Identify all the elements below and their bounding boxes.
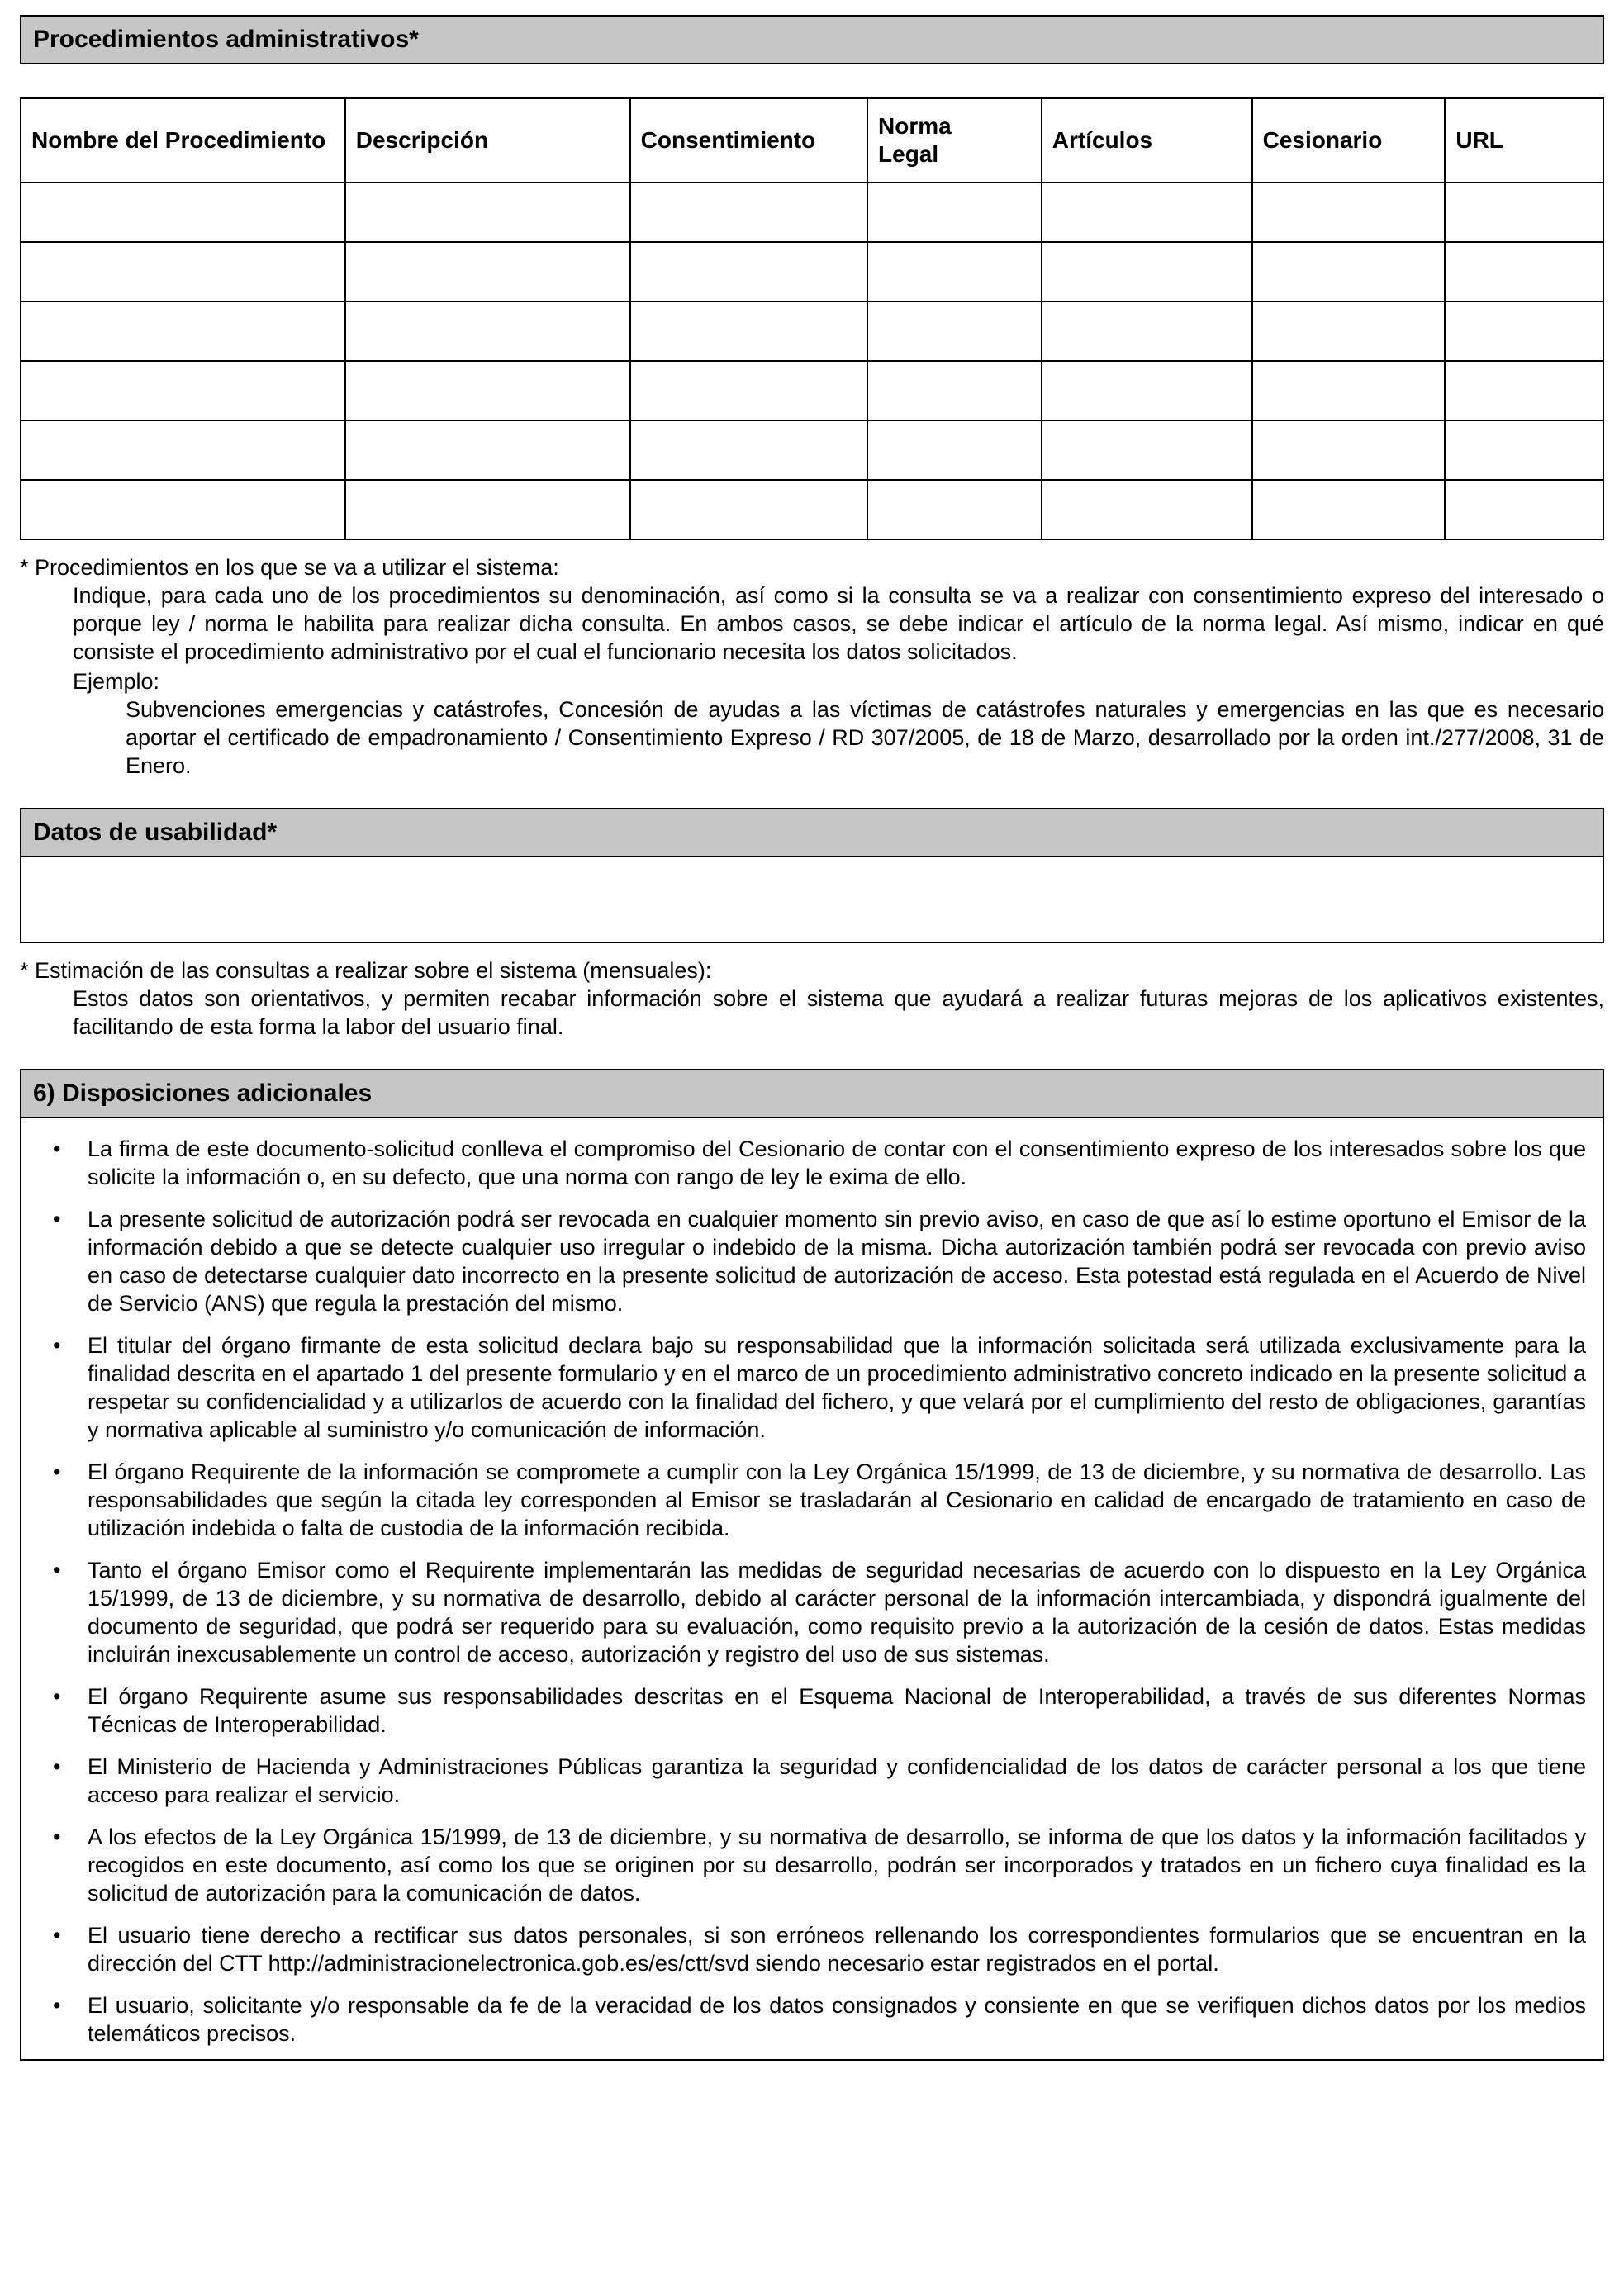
table-column-header — [630, 98, 867, 183]
table-cell-empty — [630, 301, 867, 361]
table-row — [21, 301, 1603, 361]
table-column-header-label: Artículos — [1052, 127, 1153, 153]
bullet-text: El Ministerio de Hacienda y Administraciones Públicas garantiza la seguridad y confidencialidad de los datos de carácter personal a los que tiene acceso para realizar el servicio. — [88, 1754, 1586, 1807]
bullet-icon: • — [53, 1137, 61, 1161]
list-item — [21, 1991, 1586, 2048]
table-column-header — [1042, 98, 1252, 183]
table-cell-empty — [21, 361, 345, 420]
table-cell-empty — [1042, 361, 1252, 420]
bullet-icon: • — [53, 1993, 61, 2018]
bullet-text: La firma de este documento-solicitud conlleva el compromiso del Cesionario de contar con el consentimiento expreso de los interesados sobre los que solicite la información o, en su defecto, que una norma con rango de ley le exima de ello. — [88, 1137, 1586, 1189]
table-cell-empty — [21, 183, 345, 242]
table-row — [21, 361, 1603, 420]
table-column-header-label: Nombre del Procedimiento — [31, 127, 326, 153]
table-column-header — [345, 98, 630, 183]
usabilidad-footnote — [20, 956, 1604, 1041]
table-cell-empty — [867, 183, 1042, 242]
table-cell-empty — [345, 480, 630, 539]
table-column-header-label: Consentimiento — [640, 127, 816, 153]
list-item — [21, 1135, 1586, 1191]
table-cell-empty — [1445, 420, 1603, 480]
table-cell-empty — [1445, 301, 1603, 361]
table-column-header — [1445, 98, 1603, 183]
usabilidad-input-area — [20, 857, 1604, 943]
table-column-header-label: Norma Legal — [878, 113, 952, 167]
table-column-header-label: Descripción — [355, 127, 489, 153]
table-column-header — [1252, 98, 1446, 183]
section-title-procedimientos: Procedimientos administrativos* — [33, 26, 419, 53]
bullet-icon: • — [53, 1333, 61, 1358]
table-cell-empty — [345, 361, 630, 420]
disposiciones-content — [20, 1118, 1604, 2061]
footnote-title: * Procedimientos en los que se va a utilizar el sistema: — [20, 555, 559, 580]
bullet-text: El titular del órgano firmante de esta solicitud declara bajo su responsabilidad que la información solicitada será utilizada exclusivamente para la finalidad descrita en el apartado 1 del presente formulario y en el marco de un procedimiento administrativo concreto indicado en la presente solicitud a respetar su confidencialidad y a utilizarlos de acuerdo con la finalidad del fichero, y que velará por el cumplimiento del resto de obligaciones, garantías y normativa aplicable al suministro y/o comunicación de información. — [88, 1333, 1586, 1442]
table-cell-empty — [1252, 301, 1446, 361]
bullet-text: Tanto el órgano Emisor como el Requirente implementarán las medidas de seguridad necesarias de acuerdo con lo dispuesto en la Ley Orgánica 15/1999, de 13 de diciembre, y su normativa de desarrollo, debido al carácter personal de la información intercambiada, y dispondrá igualmente del documento de seguridad, que podrá ser requerido para su evaluación, como requisito previo a la autorización de la cesión de datos. Estas medidas incluirán inexcusablemente un control de acceso, autorización y registro del uso de sus sistemas. — [88, 1558, 1586, 1667]
table-cell-empty — [867, 242, 1042, 301]
section-header-disposiciones — [20, 1069, 1604, 1118]
list-item — [21, 1823, 1586, 1907]
disposiciones-list — [21, 1135, 1586, 2048]
table-row — [21, 183, 1603, 242]
table-cell-empty — [1252, 480, 1446, 539]
table-cell-empty — [630, 242, 867, 301]
bullet-text: El órgano Requirente asume sus responsabilidades descritas en el Esquema Nacional de Interoperabilidad, a través de sus diferentes Normas Técnicas de Interoperabilidad. — [88, 1684, 1586, 1737]
table-cell-empty — [1042, 242, 1252, 301]
example-body: Subvenciones emergencias y catástrofes, Concesión de ayudas a las víctimas de catástrofes naturales y emergencias en las que es necesario aportar el certificado de empadronamiento / Consentimiento Expreso / RD 307/2005, de 18 de Marzo, desarrollado por la orden int./277/2008, 31 de Enero. — [126, 697, 1604, 778]
list-item — [21, 1458, 1586, 1542]
table-cell-empty — [1042, 480, 1252, 539]
bullet-icon: • — [53, 1558, 61, 1583]
procedimientos-footnote — [20, 553, 1604, 780]
list-item — [21, 1205, 1586, 1317]
table-cell-empty — [1252, 183, 1446, 242]
example-label: Ejemplo: — [73, 669, 160, 694]
table-cell-empty — [867, 301, 1042, 361]
procedimientos-table — [20, 97, 1604, 540]
footnote-body: Estos datos son orientativos, y permiten recabar información sobre el sistema que ayudará a realizar futuras mejoras de los aplicativos existentes, facilitando de esta forma la labor del usuario final. — [73, 986, 1604, 1039]
table-row — [21, 420, 1603, 480]
table-cell-empty — [867, 420, 1042, 480]
list-item — [21, 1682, 1586, 1739]
list-item — [21, 1921, 1586, 1977]
table-column-header-label: Cesionario — [1262, 127, 1383, 153]
table-column-header-label: URL — [1455, 127, 1503, 153]
table-cell-empty — [21, 420, 345, 480]
section-procedimientos — [20, 15, 1604, 780]
table-cell-empty — [345, 420, 630, 480]
table-cell-empty — [21, 242, 345, 301]
section-disposiciones — [20, 1069, 1604, 2061]
list-item — [21, 1331, 1586, 1444]
table-cell-empty — [1042, 183, 1252, 242]
bullet-text: El usuario, solicitante y/o responsable da fe de la veracidad de los datos consignados y consiente en que se verifiquen dichos datos por los medios telemáticos precisos. — [88, 1993, 1586, 2046]
table-cell-empty — [1445, 480, 1603, 539]
bullet-icon: • — [53, 1754, 61, 1779]
section-header-procedimientos — [20, 15, 1604, 64]
bullet-text: A los efectos de la Ley Orgánica 15/1999, de 13 de diciembre, y su normativa de desarrollo, se informa de que los datos y la información facilitados y recogidos en este documento, así como los que se originen por su desarrollo, podrán ser incorporados y tratados en un fichero cuya finalidad es la solicitud de autorización para la comunicación de datos. — [88, 1825, 1586, 1905]
table-cell-empty — [867, 480, 1042, 539]
table-cell-empty — [1252, 242, 1446, 301]
bullet-icon: • — [53, 1207, 61, 1231]
section-usabilidad — [20, 808, 1604, 1041]
table-cell-empty — [21, 301, 345, 361]
table-body — [21, 183, 1603, 539]
bullet-text: La presente solicitud de autorización podrá ser revocada en cualquier momento sin previo aviso, en caso de que así lo estime oportuno el Emisor de la información debido a que se detecte cualquier uso irregular o indebido de la misma. Dicha autorización también podrá ser revocada con previo aviso en caso de detectarse cualquier dato incorrecto en la presente solicitud de autorización de acceso. Esta potestad está regulada en el Acuerdo de Nivel de Servicio (ANS) que regula la prestación del mismo. — [88, 1207, 1586, 1316]
bullet-icon: • — [53, 1923, 61, 1948]
table-cell-empty — [630, 420, 867, 480]
table-cell-empty — [345, 301, 630, 361]
table-cell-empty — [1252, 361, 1446, 420]
footnote-body: Indique, para cada uno de los procedimientos su denominación, así como si la consulta se va a realizar con consentimiento expreso del interesado o porque ley / norma le habilita para realizar dicha consulta. En ambos casos, se debe indicar el artículo de la norma legal. Así mismo, indicar en qué consiste el procedimiento administrativo por el cual el funcionario necesita los datos solicitados. — [73, 583, 1604, 664]
table-header-row — [21, 98, 1603, 183]
bullet-icon: • — [53, 1459, 61, 1484]
bullet-text: El usuario tiene derecho a rectificar sus datos personales, si son erróneos rellenando los correspondientes formularios que se encuentran en la dirección del CTT http://administracionelectronica.gob.es/es/ctt/svd siendo necesario estar registrados en el portal. — [88, 1923, 1586, 1976]
table-cell-empty — [630, 361, 867, 420]
table-column-header — [867, 98, 1042, 183]
table-row — [21, 242, 1603, 301]
table-cell-empty — [345, 242, 630, 301]
list-item — [21, 1556, 1586, 1668]
footnote-title: * Estimación de las consultas a realizar sobre el sistema (mensuales): — [20, 958, 712, 983]
table-column-header — [21, 98, 345, 183]
bullet-icon: • — [53, 1825, 61, 1849]
table-cell-empty — [1042, 301, 1252, 361]
table-cell-empty — [1445, 242, 1603, 301]
section-header-usabilidad — [20, 808, 1604, 857]
table-cell-empty — [867, 361, 1042, 420]
table-cell-empty — [630, 183, 867, 242]
table-row — [21, 480, 1603, 539]
table-cell-empty — [1252, 420, 1446, 480]
table-cell-empty — [630, 480, 867, 539]
table-cell-empty — [345, 183, 630, 242]
table-cell-empty — [1445, 361, 1603, 420]
section-title-disposiciones: 6) Disposiciones adicionales — [33, 1080, 373, 1107]
bullet-text: El órgano Requirente de la información se compromete a cumplir con la Ley Orgánica 15/1999, de 13 de diciembre, y su normativa de desarrollo. Las responsabilidades que según la citada ley corresponden al Emisor se trasladarán al Cesionario en calidad de encargado de tratamiento en caso de utilización indebida o falta de custodia de la información recibida. — [88, 1459, 1586, 1540]
section-title-usabilidad: Datos de usabilidad* — [33, 819, 278, 846]
table-cell-empty — [1445, 183, 1603, 242]
table-cell-empty — [21, 480, 345, 539]
table-cell-empty — [1042, 420, 1252, 480]
list-item — [21, 1753, 1586, 1809]
bullet-icon: • — [53, 1684, 61, 1709]
